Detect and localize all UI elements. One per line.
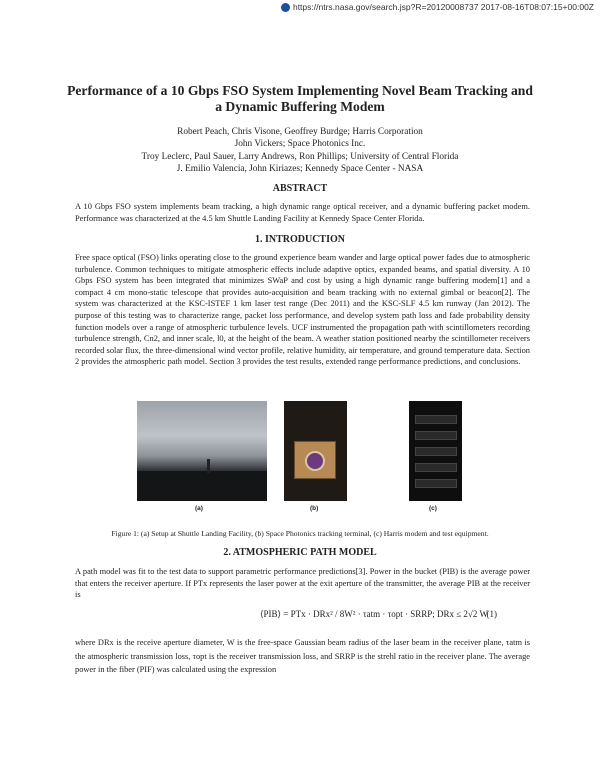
- author-line: J. Emilio Valencia, John Kiriazes; Kennedy Space Center - NASA: [176, 164, 424, 175]
- intro-heading: 1. INTRODUCTION: [254, 234, 345, 245]
- path-model-text-2: where DRx is the receive aperture diameter, W is the free-space Gaussian beam radius of the laser beam in the receiver plane, τatm is the atmospheric transmission loss, τopt is the receiver transmission loss, and SRRP is the strehl ratio in the receiver plane. The average power in the fiber (PIF) was calculated using the expression: [75, 638, 530, 674]
- figure-label: (b): [310, 505, 319, 512]
- title-line-2: a Dynamic Buffering Modem: [215, 99, 385, 114]
- equation-expression: ⟨PIB⟩ = PTx · DRx² / 8W² · τatm · τopt · SRRP; DRx ≤ 2√2 W: [260, 609, 488, 619]
- path-model-text-1: A path model was fit to the test data to support parametric performance predictions[3]. Power in the bucket (PIB) is the average power that enters the receiver aperture. If PTx represents the laser power at the exit aperture of the transmitter, the average PIB at the receiver is: [75, 567, 530, 600]
- abstract-text: A 10 Gbps FSO system implements beam tracking, a high dynamic range optical receiver, and a dynamic buffering packet modem. Performance was characterized at the 4.5 km Shuttle Landing Facility at Kennedy Space Center Florida.: [75, 202, 530, 223]
- figure-label: (c): [429, 505, 437, 512]
- figure-label: (a): [195, 505, 203, 512]
- figure-1a-photo: [137, 401, 267, 501]
- figure-1: [137, 401, 462, 511]
- paper-title: [60, 83, 540, 115]
- figure-1b-photo: [284, 401, 347, 501]
- author-line: Troy Leclerc, Paul Sauer, Larry Andrews, Ron Phillips; University of Central Florida: [141, 151, 459, 162]
- author-line: John Vickers; Space Photonics Inc.: [234, 139, 366, 150]
- url-bar: [281, 0, 594, 14]
- path-model-heading: 2. ATMOSPHERIC PATH MODEL: [223, 547, 377, 558]
- intro-text: Free space optical (FSO) links operating close to the ground experience beam wander and large optical power fades due to atmospheric turbulence. Common techniques to mitigate atmospheric effects include adaptive optics, expanded beams, and spatial diversity. A 10 Gbps FSO system has been integrated that minimizes SWaP and cost by using a high dynamic range buffering modem[1] and a compact 4 cm mono-static telescope that provides auto-acquisition and beam tracking with no external gimbal or beacon[2]. The system was characterized at the KSC-ISTEF 1 km laser test range (Dec 2011) and the KSC-SLF 4.5 km runway (Jan 2012). The purpose of this testing was to characterize range, packet loss performance, and develop system path loss and fade probability density function models over a range of atmospheric turbulence levels. UCF instrumented the propagation path with scintillometers recording turbulence strength, Cn2, and inner scale, l0, at the height of the beam. A weather station positioned nearby the scintillometer receivers recorded solar flux, the three-dimensional wind vector profile, relative humidity, air temperature, and ground temperature data. Section 2 provides the atmospheric path model. Section 3 provides the test results, extended range performance predictions, and conclusions.: [75, 253, 530, 367]
- nasa-logo-icon: [281, 3, 290, 12]
- author-list: [60, 126, 540, 176]
- abstract-heading: ABSTRACT: [272, 183, 328, 194]
- equation-number: (1): [486, 609, 497, 619]
- figure-1c-photo: [409, 401, 462, 501]
- url-text: https://ntrs.nasa.gov/search.jsp?R=20120008737 2017-08-16T08:07:15+00:00Z: [292, 2, 594, 12]
- figure-caption: Figure 1: (a) Setup at Shuttle Landing Facility, (b) Space Photonics tracking terminal, (c) Harris modem and test equipment.: [111, 529, 489, 538]
- title-line-1: Performance of a 10 Gbps FSO System Implementing Novel Beam Tracking and: [67, 83, 533, 98]
- author-line: Robert Peach, Chris Visone, Geoffrey Burdge; Harris Corporation: [177, 127, 423, 137]
- equation-1: [75, 607, 530, 627]
